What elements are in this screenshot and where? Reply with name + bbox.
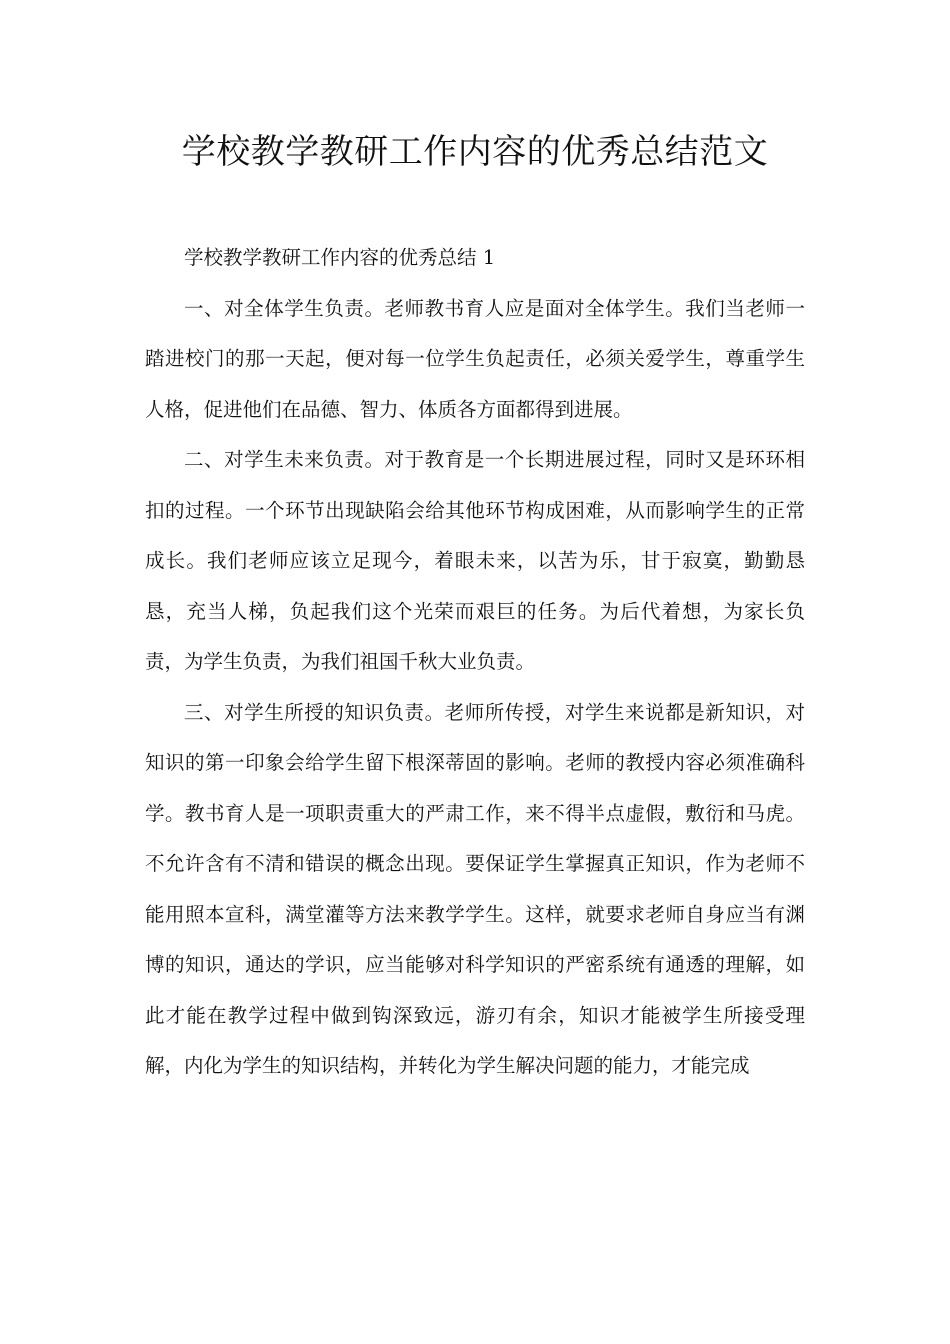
document-title: 学校教学教研工作内容的优秀总结范文 — [181, 132, 769, 172]
paragraph-3: 三、对学生所授的知识负责。老师所传授，对学生来说都是新知识，对知识的第一印象会给学生留下根深蒂固的影响。老师的教授内容必须准确科学。教书育人是一项职责重大的严肃工作，来不得半点虚假，敷衍和马虎。不允许含有不清和错误的概念出现。要保证学生掌握真正知识，作为老师不能用照本宣科，满堂灌等方法来教学学生。这样，就要求老师自身应当有渊博的知识，通达的学识，应当能够对科学知识的严密系统有通透的理解，如此才能在教学过程中做到钩深致远，游刃有余，知识才能被学生所接受理解，内化为学生的知识结构，并转化为学生解决问题的能力，才能完成 — [145, 700, 805, 1077]
paragraph-2: 二、对学生未来负责。对于教育是一个长期进展过程，同时又是环环相扣的过程。一个环节出现缺陷会给其他环节构成困难，从而影响学生的正常成长。我们老师应该立足现今，着眼未来，以苦为乐，甘于寂寞，勤勤恳恳，充当人梯，负起我们这个光荣而艰巨的任务。为后代着想，为家长负责，为学生负责，为我们祖国千秋大业负责。 — [145, 448, 805, 673]
paragraph-1: 一、对全体学生负责。老师教书育人应是面对全体学生。我们当老师一踏进校门的那一天起，便对每一位学生负起责任，必须关爱学生，尊重学生人格，促进他们在品德、智力、体质各方面都得到进展。 — [145, 296, 805, 421]
section-heading: 学校教学教研工作内容的优秀总结 1 — [184, 246, 496, 269]
document-body — [145, 233, 805, 1092]
